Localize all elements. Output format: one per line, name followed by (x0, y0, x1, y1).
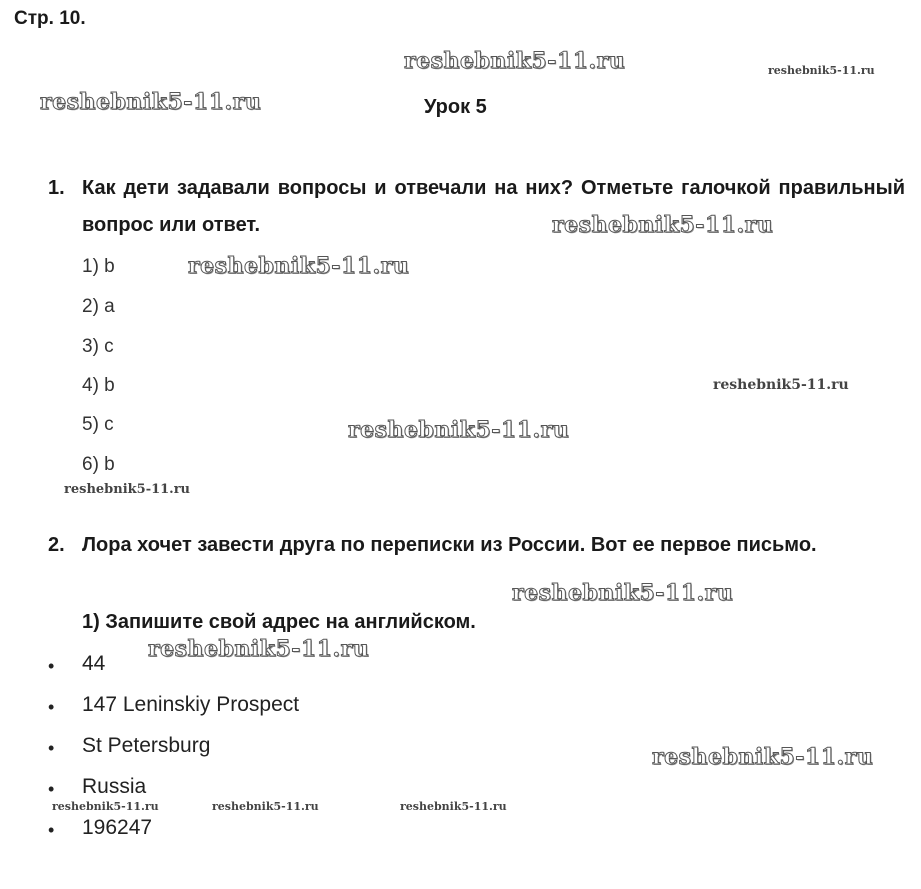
watermark: reshebnik5-11.ru (148, 636, 370, 662)
page-number: Стр. 10. (14, 8, 86, 29)
bullet-icon: • (48, 656, 55, 676)
answer-item: 2) a (82, 296, 115, 317)
watermark: reshebnik5-11.ru (212, 800, 319, 813)
watermark: reshebnik5-11.ru (512, 580, 734, 606)
watermark: reshebnik5-11.ru (713, 377, 849, 393)
watermark: reshebnik5-11.ru (52, 800, 159, 813)
watermark: reshebnik5-11.ru (188, 253, 410, 279)
watermark: reshebnik5-11.ru (400, 800, 507, 813)
task-1-number: 1. (48, 177, 65, 199)
task-2-number: 2. (48, 534, 65, 556)
watermark: reshebnik5-11.ru (348, 417, 570, 443)
address-line: 44 (82, 652, 106, 675)
bullet-icon: • (48, 779, 55, 799)
bullet-icon: • (48, 697, 55, 717)
watermark: reshebnik5-11.ru (652, 744, 874, 770)
address-line: St Petersburg (82, 734, 211, 757)
task-1-question: Как дети задавали вопросы и отвечали на них? Отметьте галочкой правильный вопрос или ответ. (82, 177, 905, 236)
task-2-question: Лора хочет завести друга по переписки из России. Вот ее первое письмо. (82, 534, 817, 556)
watermark: reshebnik5-11.ru (40, 89, 262, 115)
watermark: reshebnik5-11.ru (552, 212, 774, 238)
answer-item: 5) c (82, 414, 114, 435)
answer-item: 6) b (82, 454, 115, 475)
bullet-icon: • (48, 820, 55, 840)
address-line: 196247 (82, 816, 153, 839)
lesson-title: Урок 5 (424, 96, 487, 118)
watermark: reshebnik5-11.ru (64, 482, 191, 497)
watermark: reshebnik5-11.ru (404, 48, 626, 74)
watermark: reshebnik5-11.ru (768, 64, 875, 77)
address-line: 147 Leninskiy Prospect (82, 693, 300, 716)
bullet-icon: • (48, 738, 55, 758)
answer-item: 3) c (82, 336, 114, 357)
answer-item: 1) b (82, 256, 115, 277)
address-line: Russia (82, 775, 147, 798)
task-2-subtask: 1) Запишите свой адрес на английском. (82, 611, 476, 633)
answer-item: 4) b (82, 375, 115, 396)
